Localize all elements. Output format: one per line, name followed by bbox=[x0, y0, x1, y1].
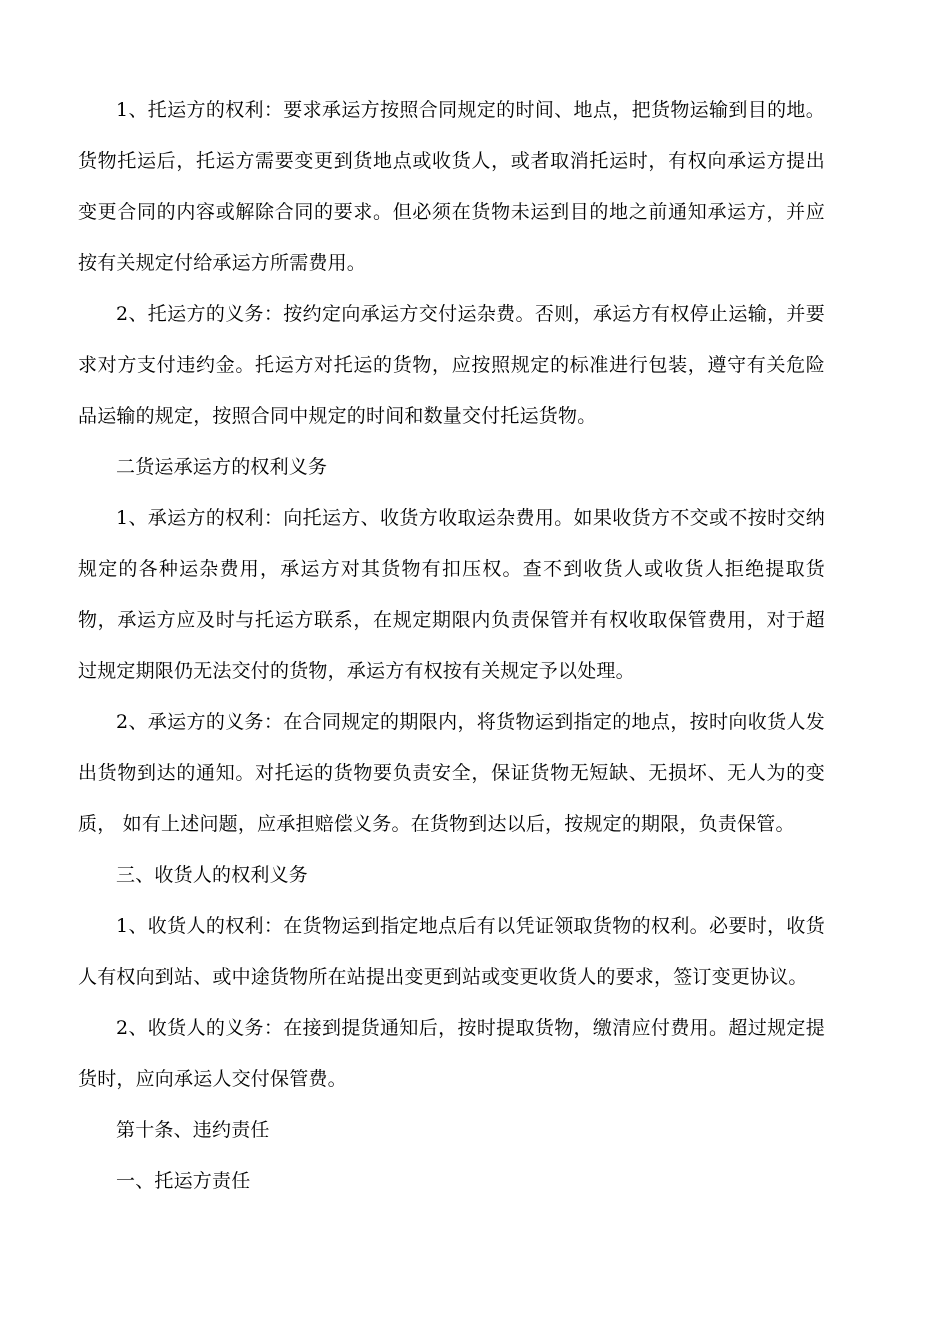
section-heading-shipper-liability: 一、托运方责任 bbox=[116, 1170, 251, 1192]
paragraph-consignee-rights: 1、收货人的权利：在货物运到指定地点后有以凭证领取货物的权利。必要时，收货人有权向到站、或中途货物所在站提出变更到站或变更收货人的要求，签订变更协议。 bbox=[78, 915, 825, 988]
paragraph-carrier-rights: 1、承运方的权利：向托运方、收货方收取运杂费用。如果收货方不交或不按时交纳规定的各种运杂费用，承运方对其货物有扣压权。查不到收货人或收货人拒绝提取货物，承运方应及时与托运方联系，在规定期限内负责保管并有权收取保管费用，对于超过规定期限仍无法交付的货物，承运方有权按有关规定予以处理。 bbox=[78, 507, 825, 682]
paragraph-consignee-obligations: 2、收货人的义务：在接到提货通知后，按时提取货物，缴清应付费用。超过规定提货时，应向承运人交付保管费。 bbox=[78, 1017, 825, 1090]
article-heading-liability: 第十条、违约责任 bbox=[116, 1119, 270, 1141]
paragraph-carrier-obligations: 2、承运方的义务：在合同规定的期限内，将货物运到指定的地点，按时向收货人发出货物到达的通知。对托运的货物要负责安全，保证货物无短缺、无损坏、无人为的变质， 如有上述问题，应承担赔偿义务。在货物到达以后，按规定的期限，负责保管。 bbox=[78, 711, 825, 835]
paragraph-shipper-rights: 1、托运方的权利：要求承运方按照合同规定的时间、地点，把货物运输到目的地。货物托运后，托运方需要变更到货地点或收货人，或者取消托运时，有权向承运方提出变更合同的内容或解除合同的要求。但必须在货物未运到目的地之前通知承运方，并应按有关规定付给承运方所需费用。 bbox=[78, 99, 825, 274]
section-heading-consignee: 三、收货人的权利义务 bbox=[116, 864, 309, 886]
paragraph-shipper-obligations: 2、托运方的义务：按约定向承运方交付运杂费。否则，承运方有权停止运输，并要求对方支付违约金。托运方对托运的货物，应按照规定的标准进行包装，遵守有关危险品运输的规定，按照合同中规定的时间和数量交付托运货物。 bbox=[78, 303, 825, 427]
section-heading-carrier: 二货运承运方的权利义务 bbox=[116, 456, 328, 478]
